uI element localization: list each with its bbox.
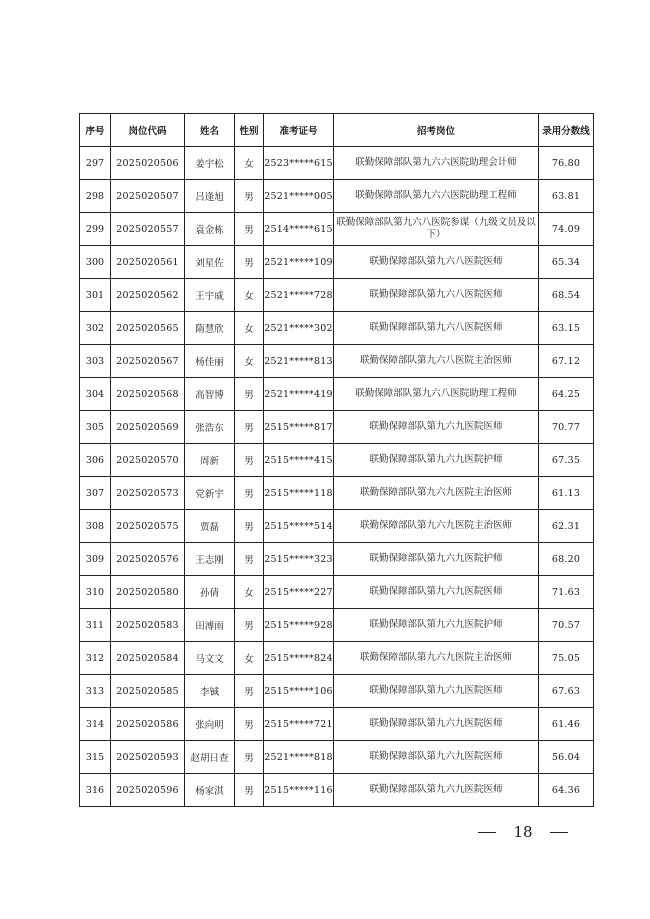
post-code-cell: 2025020575 bbox=[111, 510, 185, 543]
serial-cell: 312 bbox=[80, 642, 111, 675]
gender-cell: 女 bbox=[235, 312, 264, 345]
page-footer bbox=[478, 822, 568, 842]
table-row bbox=[80, 477, 594, 510]
serial-cell: 302 bbox=[80, 312, 111, 345]
header-post-code: 岗位代码 bbox=[111, 114, 185, 147]
gender-cell: 男 bbox=[235, 246, 264, 279]
position-cell: 联勤保障部队第九六六医院助理会计师 bbox=[334, 147, 539, 180]
post-code-cell: 2025020557 bbox=[111, 213, 185, 246]
gender-cell: 女 bbox=[235, 147, 264, 180]
name-cell: 田溥雨 bbox=[185, 609, 235, 642]
score-cell: 67.12 bbox=[539, 345, 594, 378]
gender-cell: 男 bbox=[235, 444, 264, 477]
position-cell: 联勤保障部队第九六九医院护师 bbox=[334, 543, 539, 576]
score-cell: 76.80 bbox=[539, 147, 594, 180]
serial-cell: 303 bbox=[80, 345, 111, 378]
name-cell: 王志刚 bbox=[185, 543, 235, 576]
name-cell: 王宇威 bbox=[185, 279, 235, 312]
exam-ticket-cell: 2515*****721 bbox=[264, 708, 334, 741]
table-row bbox=[80, 543, 594, 576]
serial-cell: 313 bbox=[80, 675, 111, 708]
name-cell: 刘星佐 bbox=[185, 246, 235, 279]
score-cell: 68.20 bbox=[539, 543, 594, 576]
serial-cell: 298 bbox=[80, 180, 111, 213]
exam-ticket-cell: 2515*****118 bbox=[264, 477, 334, 510]
score-cell: 71.63 bbox=[539, 576, 594, 609]
name-cell: 周新 bbox=[185, 444, 235, 477]
name-cell: 杨佳丽 bbox=[185, 345, 235, 378]
position-cell: 联勤保障部队第九六九医院主治医师 bbox=[334, 642, 539, 675]
score-cell: 61.46 bbox=[539, 708, 594, 741]
serial-cell: 311 bbox=[80, 609, 111, 642]
exam-ticket-cell: 2515*****116 bbox=[264, 774, 334, 807]
exam-ticket-cell: 2515*****928 bbox=[264, 609, 334, 642]
serial-cell: 297 bbox=[80, 147, 111, 180]
name-cell: 张向明 bbox=[185, 708, 235, 741]
gender-cell: 男 bbox=[235, 741, 264, 774]
score-cell: 62.31 bbox=[539, 510, 594, 543]
post-code-cell: 2025020586 bbox=[111, 708, 185, 741]
table-row bbox=[80, 741, 594, 774]
post-code-cell: 2025020576 bbox=[111, 543, 185, 576]
serial-cell: 309 bbox=[80, 543, 111, 576]
position-cell: 联勤保障部队第九六八医院参谋（九级文员及以下） bbox=[334, 213, 539, 246]
exam-ticket-cell: 2521*****728 bbox=[264, 279, 334, 312]
position-cell: 联勤保障部队第九六九医院护师 bbox=[334, 609, 539, 642]
serial-cell: 307 bbox=[80, 477, 111, 510]
header-name: 姓名 bbox=[185, 114, 235, 147]
name-cell: 党新宇 bbox=[185, 477, 235, 510]
score-cell: 70.57 bbox=[539, 609, 594, 642]
table-row bbox=[80, 213, 594, 246]
name-cell: 马文文 bbox=[185, 642, 235, 675]
gender-cell: 男 bbox=[235, 609, 264, 642]
table-row bbox=[80, 411, 594, 444]
serial-cell: 305 bbox=[80, 411, 111, 444]
post-code-cell: 2025020583 bbox=[111, 609, 185, 642]
exam-ticket-cell: 2521*****302 bbox=[264, 312, 334, 345]
position-cell: 联勤保障部队第九六八医院医师 bbox=[334, 279, 539, 312]
gender-cell: 男 bbox=[235, 675, 264, 708]
post-code-cell: 2025020569 bbox=[111, 411, 185, 444]
gender-cell: 男 bbox=[235, 477, 264, 510]
table-row bbox=[80, 708, 594, 741]
score-cell: 74.09 bbox=[539, 213, 594, 246]
position-cell: 联勤保障部队第九六九医院主治医师 bbox=[334, 477, 539, 510]
post-code-cell: 2025020506 bbox=[111, 147, 185, 180]
serial-cell: 315 bbox=[80, 741, 111, 774]
gender-cell: 女 bbox=[235, 279, 264, 312]
position-cell: 联勤保障部队第九六九医院主治医师 bbox=[334, 510, 539, 543]
score-cell: 64.25 bbox=[539, 378, 594, 411]
exam-ticket-cell: 2521*****419 bbox=[264, 378, 334, 411]
name-cell: 高智博 bbox=[185, 378, 235, 411]
post-code-cell: 2025020507 bbox=[111, 180, 185, 213]
position-cell: 联勤保障部队第九六九医院医师 bbox=[334, 708, 539, 741]
score-cell: 56.04 bbox=[539, 741, 594, 774]
exam-ticket-cell: 2523*****615 bbox=[264, 147, 334, 180]
table-header-row bbox=[80, 114, 594, 147]
table-row bbox=[80, 147, 594, 180]
score-cell: 67.35 bbox=[539, 444, 594, 477]
gender-cell: 男 bbox=[235, 543, 264, 576]
post-code-cell: 2025020593 bbox=[111, 741, 185, 774]
post-code-cell: 2025020570 bbox=[111, 444, 185, 477]
score-cell: 68.54 bbox=[539, 279, 594, 312]
exam-ticket-cell: 2515*****817 bbox=[264, 411, 334, 444]
name-cell: 杨家淇 bbox=[185, 774, 235, 807]
post-code-cell: 2025020567 bbox=[111, 345, 185, 378]
gender-cell: 女 bbox=[235, 576, 264, 609]
exam-ticket-cell: 2515*****514 bbox=[264, 510, 334, 543]
position-cell: 联勤保障部队第九六八医院助理工程师 bbox=[334, 378, 539, 411]
name-cell: 赵胡日查 bbox=[185, 741, 235, 774]
table-row bbox=[80, 576, 594, 609]
exam-ticket-cell: 2515*****415 bbox=[264, 444, 334, 477]
post-code-cell: 2025020580 bbox=[111, 576, 185, 609]
serial-cell: 299 bbox=[80, 213, 111, 246]
post-code-cell: 2025020561 bbox=[111, 246, 185, 279]
exam-ticket-cell: 2514*****615 bbox=[264, 213, 334, 246]
gender-cell: 男 bbox=[235, 180, 264, 213]
header-position: 招考岗位 bbox=[334, 114, 539, 147]
table-body bbox=[80, 147, 594, 807]
post-code-cell: 2025020585 bbox=[111, 675, 185, 708]
position-cell: 联勤保障部队第九六九医院医师 bbox=[334, 675, 539, 708]
post-code-cell: 2025020596 bbox=[111, 774, 185, 807]
admission-score-table bbox=[79, 113, 594, 807]
position-cell: 联勤保障部队第九六九医院医师 bbox=[334, 576, 539, 609]
score-cell: 63.15 bbox=[539, 312, 594, 345]
serial-cell: 316 bbox=[80, 774, 111, 807]
name-cell: 张浩东 bbox=[185, 411, 235, 444]
exam-ticket-cell: 2515*****106 bbox=[264, 675, 334, 708]
gender-cell: 男 bbox=[235, 213, 264, 246]
table-row bbox=[80, 675, 594, 708]
table-row bbox=[80, 510, 594, 543]
table-row bbox=[80, 246, 594, 279]
table-row bbox=[80, 444, 594, 477]
post-code-cell: 2025020562 bbox=[111, 279, 185, 312]
table-row bbox=[80, 180, 594, 213]
exam-ticket-cell: 2521*****813 bbox=[264, 345, 334, 378]
score-cell: 61.13 bbox=[539, 477, 594, 510]
post-code-cell: 2025020573 bbox=[111, 477, 185, 510]
serial-cell: 308 bbox=[80, 510, 111, 543]
name-cell: 隋慧欣 bbox=[185, 312, 235, 345]
table-row bbox=[80, 279, 594, 312]
exam-ticket-cell: 2515*****323 bbox=[264, 543, 334, 576]
position-cell: 联勤保障部队第九六八医院医师 bbox=[334, 312, 539, 345]
score-cell: 67.63 bbox=[539, 675, 594, 708]
name-cell: 袁金栋 bbox=[185, 213, 235, 246]
score-cell: 65.34 bbox=[539, 246, 594, 279]
serial-cell: 301 bbox=[80, 279, 111, 312]
score-cell: 64.36 bbox=[539, 774, 594, 807]
gender-cell: 女 bbox=[235, 642, 264, 675]
gender-cell: 男 bbox=[235, 378, 264, 411]
score-cell: 75.05 bbox=[539, 642, 594, 675]
header-gender: 性别 bbox=[235, 114, 264, 147]
footer-dash-left bbox=[478, 832, 496, 833]
table-row bbox=[80, 774, 594, 807]
gender-cell: 男 bbox=[235, 411, 264, 444]
name-cell: 贾磊 bbox=[185, 510, 235, 543]
score-cell: 70.77 bbox=[539, 411, 594, 444]
position-cell: 联勤保障部队第九六九医院医师 bbox=[334, 741, 539, 774]
position-cell: 联勤保障部队第九六八医院主治医师 bbox=[334, 345, 539, 378]
page-number: 18 bbox=[513, 823, 533, 841]
name-cell: 姜宇松 bbox=[185, 147, 235, 180]
serial-cell: 314 bbox=[80, 708, 111, 741]
serial-cell: 304 bbox=[80, 378, 111, 411]
table-row bbox=[80, 609, 594, 642]
serial-cell: 300 bbox=[80, 246, 111, 279]
gender-cell: 男 bbox=[235, 510, 264, 543]
gender-cell: 女 bbox=[235, 345, 264, 378]
post-code-cell: 2025020568 bbox=[111, 378, 185, 411]
position-cell: 联勤保障部队第九六九医院医师 bbox=[334, 774, 539, 807]
score-cell: 63.81 bbox=[539, 180, 594, 213]
footer-dash-right bbox=[550, 832, 568, 833]
table-row bbox=[80, 345, 594, 378]
table-row bbox=[80, 312, 594, 345]
table-row bbox=[80, 378, 594, 411]
name-cell: 李铖 bbox=[185, 675, 235, 708]
exam-ticket-cell: 2515*****824 bbox=[264, 642, 334, 675]
position-cell: 联勤保障部队第九六六医院助理工程师 bbox=[334, 180, 539, 213]
position-cell: 联勤保障部队第九六八医院医师 bbox=[334, 246, 539, 279]
post-code-cell: 2025020584 bbox=[111, 642, 185, 675]
serial-cell: 310 bbox=[80, 576, 111, 609]
exam-ticket-cell: 2521*****109 bbox=[264, 246, 334, 279]
gender-cell: 男 bbox=[235, 774, 264, 807]
position-cell: 联勤保障部队第九六九医院护师 bbox=[334, 444, 539, 477]
position-cell: 联勤保障部队第九六九医院医师 bbox=[334, 411, 539, 444]
header-serial: 序号 bbox=[80, 114, 111, 147]
table-row bbox=[80, 642, 594, 675]
name-cell: 吕逢旭 bbox=[185, 180, 235, 213]
exam-ticket-cell: 2521*****005 bbox=[264, 180, 334, 213]
post-code-cell: 2025020565 bbox=[111, 312, 185, 345]
gender-cell: 男 bbox=[235, 708, 264, 741]
header-score-line: 录用分数线 bbox=[539, 114, 594, 147]
header-exam-ticket: 准考证号 bbox=[264, 114, 334, 147]
exam-ticket-cell: 2521*****818 bbox=[264, 741, 334, 774]
name-cell: 孙倩 bbox=[185, 576, 235, 609]
serial-cell: 306 bbox=[80, 444, 111, 477]
exam-ticket-cell: 2515*****227 bbox=[264, 576, 334, 609]
